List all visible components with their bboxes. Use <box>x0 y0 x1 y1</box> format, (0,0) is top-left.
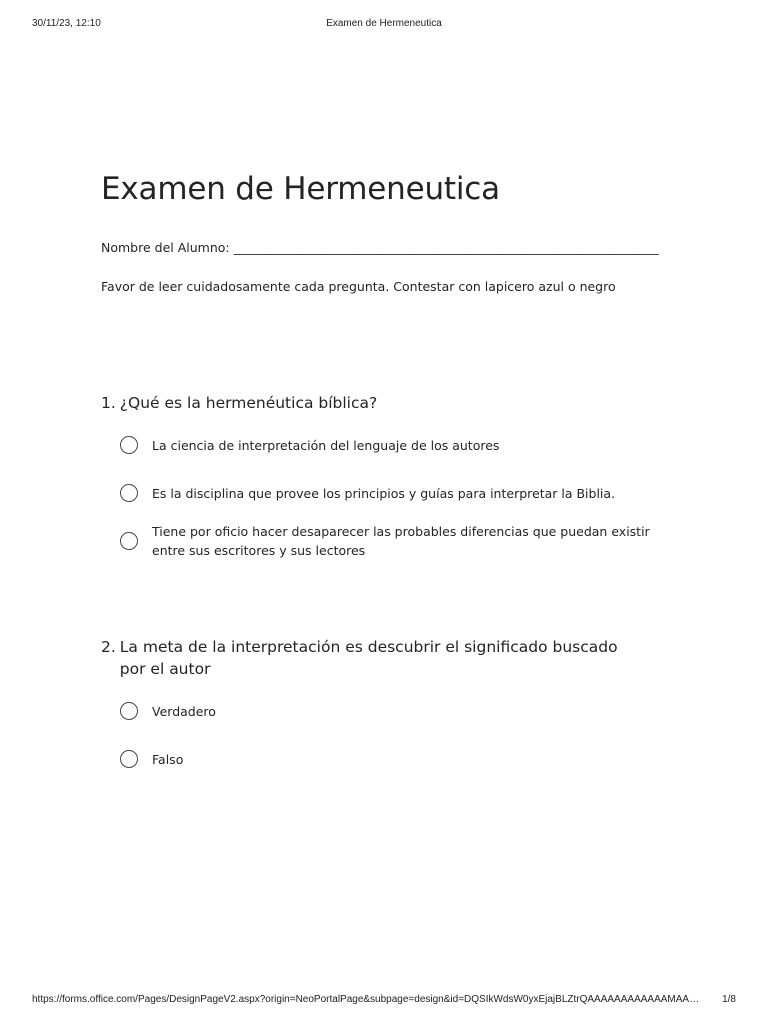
question-number: 1. <box>101 394 116 412</box>
option-label: Es la disciplina que provee los principios y guías para interpretar la Biblia. <box>152 485 616 501</box>
form-instructions: Favor de leer cuidadosamente cada pregunta. Contestar con lapicero azul o negro <box>101 279 616 294</box>
option-true[interactable] <box>101 692 661 730</box>
option-label: Tiene por oficio hacer desaparecer las probables diferencias que puedan existir entre sus escritores y sus lectores <box>152 524 650 558</box>
student-name-line: Nombre del Alumno: ____________________________________________________________________ <box>101 240 659 255</box>
radio-button-icon[interactable] <box>120 436 138 454</box>
options-list <box>101 692 661 778</box>
option-label: Falso <box>152 751 184 767</box>
form-content <box>101 168 661 788</box>
option-label: La ciencia de interpretación del lenguaje de los autores <box>152 437 500 453</box>
question-title <box>101 636 641 680</box>
radio-button-icon[interactable] <box>120 750 138 768</box>
print-header <box>0 18 768 32</box>
question-1 <box>101 392 661 560</box>
question-number: 2. <box>101 638 116 656</box>
print-page-number: 1/8 <box>722 994 736 1005</box>
option-false[interactable] <box>101 740 661 778</box>
radio-button-icon[interactable] <box>120 532 138 550</box>
question-2 <box>101 636 661 778</box>
radio-button-icon[interactable] <box>120 484 138 502</box>
print-footer <box>0 994 768 1008</box>
print-datetime: 30/11/23, 12:10 <box>32 18 101 29</box>
option-1[interactable] <box>101 426 661 464</box>
form-title: Examen de Hermeneutica <box>101 171 500 207</box>
print-url: https://forms.office.com/Pages/DesignPageV2.aspx?origin=NeoPortalPage&subpage=design&id=DQSIkWdsW0yxEjajBLZtrQAAAAAAAAAAAAMAA… <box>32 994 700 1005</box>
option-3[interactable] <box>101 522 661 560</box>
option-label: Verdadero <box>152 703 216 719</box>
radio-button-icon[interactable] <box>120 702 138 720</box>
question-text: La meta de la interpretación es descubrir el significado buscado por el autor <box>119 638 618 678</box>
option-2[interactable] <box>101 474 661 512</box>
question-text: ¿Qué es la hermenéutica bíblica? <box>119 394 378 412</box>
question-title <box>101 392 641 414</box>
options-list <box>101 426 661 560</box>
print-page-title: Examen de Hermeneutica <box>326 18 442 29</box>
